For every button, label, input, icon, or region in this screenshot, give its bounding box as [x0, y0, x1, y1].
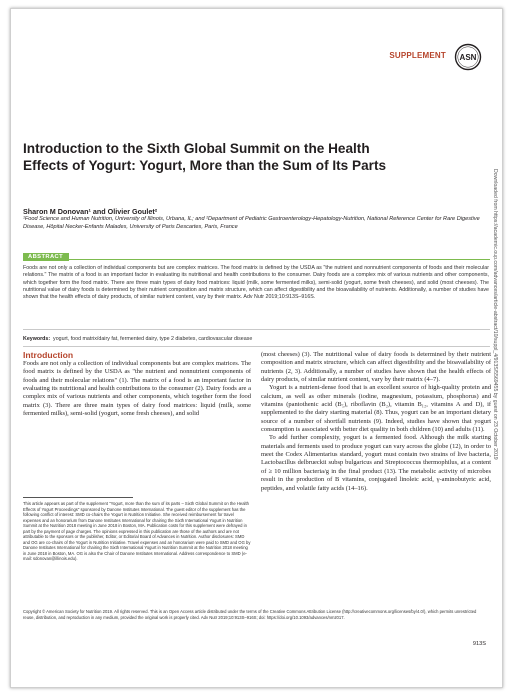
- asn-logo: [454, 43, 482, 71]
- footnote-divider: [23, 497, 133, 498]
- intro-paragraph-3: To add further complexity, yogurt is a fermented food. Although the milk starting materials and ferments used to produce yogurt can vary across the globe (12), in order to meet the Codex Alimentarius standard, yogurt must contain two strains of live bacteria, Lactobacillus delbrueckii subsp bulgaricus and Streptococcus thermophilus, at a content of ≥ 10 million bacteria/g in the final product (13). The metabolic activity of microbes result in the production of B vitamins, conjugated linoleic acid, γ-aminobutyric acid, peptides, and volatile fatty acids (14–16).: [261, 434, 491, 492]
- article-footnote: This article appears as part of the supplement "Yogurt, more than the sum of its parts – Sixth Global Summit on the Health Effects of Yogurt Proceedings" sponsored by Danone Institutes International. The guest editor of the supplement has the following conflict of interest: SMD co-chairs the Yogurt in Nutrition Initiative. She received reimbursement for travel expenses and an honorarium from Danone Institutes International for chairing the Sixth International Yogurt in Nutrition Summit at the Nutrition 2018 meeting in June 2018 in Boston, MA. Publication costs for this supplement were defrayed in part by the payment of page charges. The opinions expressed in this publication are those of the authors and are not attributable to the sponsors or the publisher, Editor, or Editorial Board of Advances in Nutrition. Author disclosures: SMD and OG are co-chairs of the Yogurt in Nutrition Initiative. Travel expenses and an honorarium were paid to SMD and OG by Danone Institutes International for chairing the Sixth International Yogurt in Nutrition Summit at the Nutrition 2018 meeting in June 2018 in Boston, MA. OG is also the Chair of Danone Institutes International. Address correspondence to SMD (e-mail: sdonovan@illinois.edu).: [23, 501, 251, 562]
- intro-paragraph-1-continued: (most cheeses) (3). The nutritional value of dairy foods is determined by their nutrient composition and matrix structure, which can affect digestibility and the bioavailability of nutrients (2, 3). Additionally, a number of studies have shown that the health effects of dairy products, of similar nutrient content, vary by their matrix (4–7).: [261, 351, 491, 384]
- download-side-note: [493, 169, 503, 599]
- abstract-divider: [23, 259, 490, 260]
- supplement-label: SUPPLEMENT: [389, 51, 446, 60]
- intro-paragraph-2: Yogurt is a nutrient-dense food that is an excellent source of high-quality protein and calcium, as well as other minerals (iodine, magnesium, potassium, phosphorus) and vitamins (pantothenic acid (B₅), riboflavin (B₂), vitamin B₁₂, vitamins A and D), if supplemented to the dairy starting material (8). Thus, yogurt can be an important dietary source of a number of shortfall nutrients (9). Indeed, studies have shown that yogurt consumption is associated with better diet quality in both children (10) and adults (11).: [261, 384, 491, 434]
- author-affiliations: ¹Food Science and Human Nutrition, University of Illinois, Urbana, IL; and ²Department of Pediatric Gastroenterology-Hepatology-Nutrition, National Reference Center for Rare Digestive Disease, Hôpital Necker-Enfants Malades, University of Paris Descartes, Paris, France: [23, 216, 480, 230]
- keywords-divider-bottom: [23, 346, 490, 347]
- author-list: Sharon M Donovan¹ and Olivier Goulet²: [23, 207, 158, 216]
- copyright-notice: Copyright © American Society for Nutrition 2019. All rights reserved. This is an Open Access article distributed under the terms of the Creative Commons Attribution License (http://creativecommons.org/licenses/by/4.0/), which permits unrestricted reuse, distribution, and reproduction in any medium, provided the original work is properly cited. Adv Nutr 2019;10:913S–916S; doi: https://doi.org/10.1093/advances/nmz017.: [23, 609, 477, 620]
- asn-logo-text: ASN: [459, 52, 477, 62]
- journal-page: [10, 8, 503, 688]
- article-title: Introduction to the Sixth Global Summit on the Health Effects of Yogurt: Yogurt, More than the Sum of Its Parts: [23, 141, 387, 173]
- abstract-label: ABSTRACT: [23, 253, 69, 261]
- keywords-text: yogurt, food matrix/dairy fat, fermented dairy, type 2 diabetes, cardiovascular disease: [53, 336, 253, 342]
- keywords-divider-top: [23, 329, 490, 330]
- download-side-note-text: Downloaded from https://academic.oup.com/advances/article-abstract/10/suppl_4/913S/5569455 by guest on 23 October 2019: [492, 169, 498, 460]
- intro-column-2: [261, 351, 491, 493]
- page-number: 913S: [472, 641, 486, 647]
- intro-column-1: Foods are not only a collection of individual components but are complex matrices. The food matrix is defined by the USDA as "the nutrient and nonnutrient components of foods and their molecular relations" (1). The matrix of a food is an important factor in evaluating its nutritional and health contributions to the consumer (2). Dairy foods are a complex mix of various nutrients and other components, which together form the food matrix (3). There are three main types of dairy food matrices: liquid (milk, some fermented milks), semi-solid (yogurt, some fresh cheeses), and solid: [23, 360, 251, 418]
- section-heading-introduction: Introduction: [23, 350, 74, 360]
- abstract-text: Foods are not only a collection of individual components but are complex matrices. The food matrix is defined by the USDA as "the nutrient and nonnutrient components of foods and their molecular relations." The matrix of a food is an important factor in evaluating its nutritional and health contributions to the consumer. Dairy foods are a complex mix of various nutrients and other components, which together form the food matrix. There are three main types of dairy food matrices: liquid (milk, some fermented milks), semi-solid (yogurt, some fresh cheeses), and solid (most cheeses). The nutritional value of dairy foods is determined by their nutrient composition and matrix structure, which can affect digestibility and the bioavailability of nutrients. Additionally, a number of studies have shown that the health effects of dairy products, of similar nutrient content, vary by their matrix. Adv Nutr 2019;10:913S–916S.: [23, 265, 489, 301]
- keywords-label: Keywords:: [23, 336, 51, 342]
- keywords-line: [23, 336, 252, 342]
